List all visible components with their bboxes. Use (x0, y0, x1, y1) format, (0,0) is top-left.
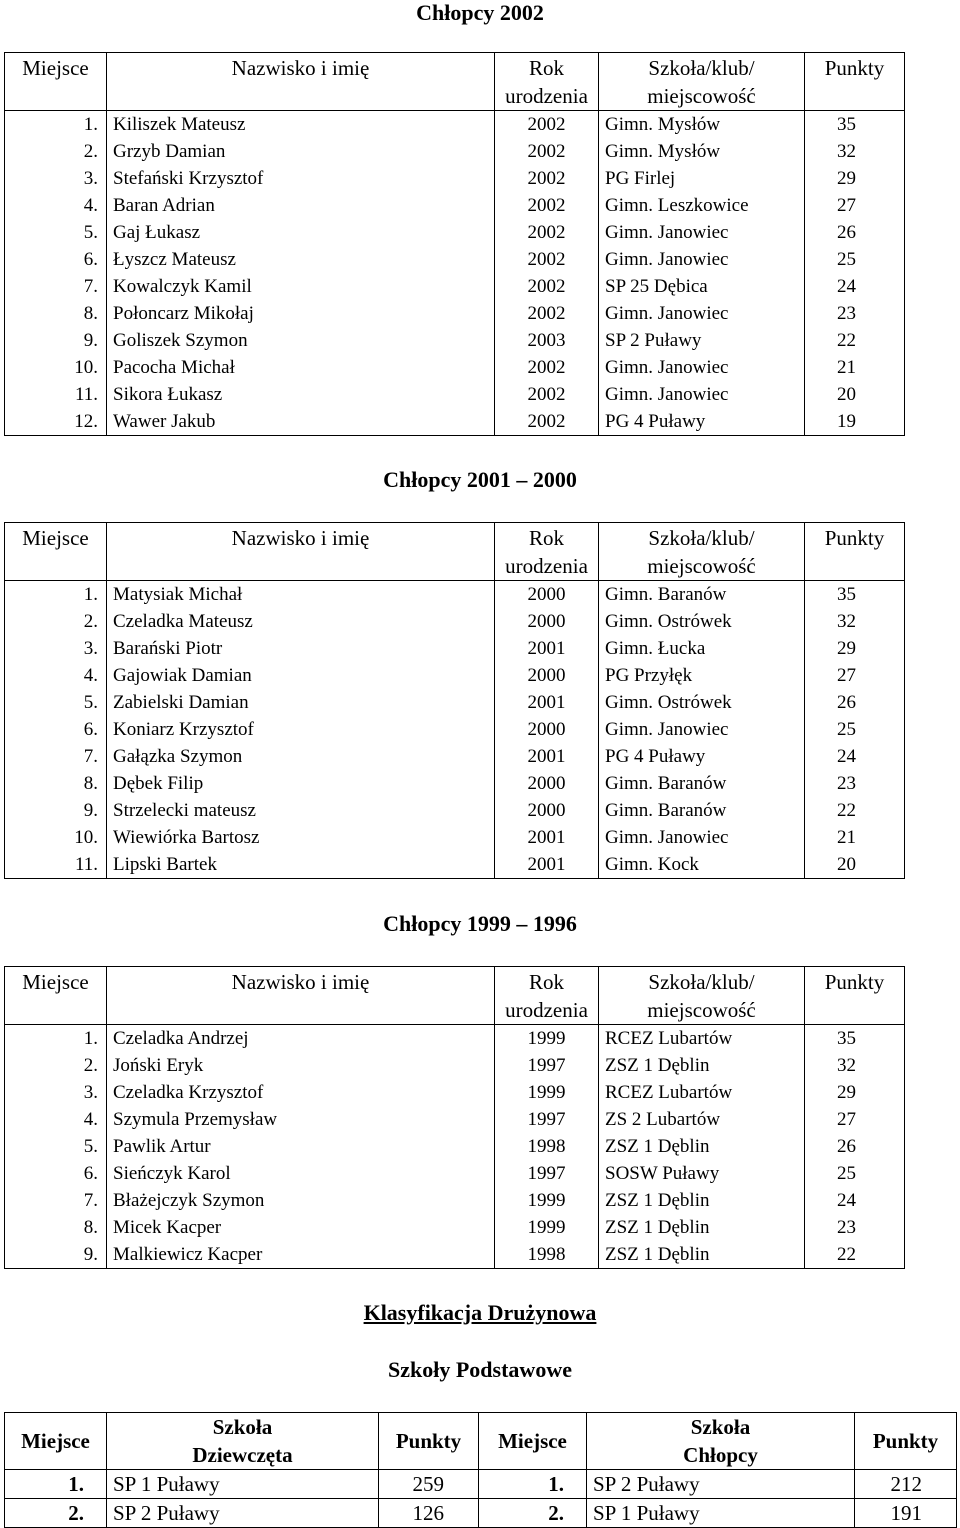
results-table-1999-1996 (4, 966, 905, 1269)
points-cell: 27 (805, 1106, 905, 1133)
year-cell: 2000 (495, 797, 599, 824)
school-cell: ZSZ 1 Dęblin (599, 1214, 805, 1241)
header-school-line2: miejscowość (647, 554, 756, 578)
school-cell: RCEZ Lubartów (599, 1079, 805, 1106)
team-header-group-boys: Chłopcy (683, 1443, 758, 1467)
school-cell: Gimn. Leszkowice (599, 192, 805, 219)
place-cell: 1. (5, 581, 107, 609)
school-cell: Gimn. Ostrówek (599, 608, 805, 635)
header-year-line2: urodzenia (505, 998, 588, 1022)
team-school-right: SP 1 Puławy (587, 1499, 855, 1528)
header-points: Punkty (805, 53, 905, 111)
place-cell: 9. (5, 797, 107, 824)
section-title-2002: Chłopcy 2002 (416, 0, 544, 25)
points-cell: 25 (805, 246, 905, 273)
header-points: Punkty (805, 967, 905, 1025)
team-row (5, 1470, 957, 1499)
name-cell: Połoncarz Mikołaj (107, 300, 495, 327)
name-cell: Baran Adrian (107, 192, 495, 219)
table-row (5, 689, 905, 716)
year-cell: 2000 (495, 770, 599, 797)
table-row (5, 219, 905, 246)
year-cell: 2002 (495, 165, 599, 192)
table-row (5, 851, 905, 879)
school-cell: Gimn. Janowiec (599, 219, 805, 246)
points-cell: 35 (805, 581, 905, 609)
year-cell: 2002 (495, 219, 599, 246)
table-row (5, 1160, 905, 1187)
place-cell: 6. (5, 716, 107, 743)
place-cell: 3. (5, 165, 107, 192)
name-cell: Grzyb Damian (107, 138, 495, 165)
name-cell: Matysiak Michał (107, 581, 495, 609)
points-cell: 26 (805, 1133, 905, 1160)
name-cell: Łyszcz Mateusz (107, 246, 495, 273)
points-cell: 23 (805, 1214, 905, 1241)
name-cell: Joński Eryk (107, 1052, 495, 1079)
school-cell: Gimn. Janowiec (599, 246, 805, 273)
year-cell: 2000 (495, 608, 599, 635)
name-cell: Dębek Filip (107, 770, 495, 797)
table-row (5, 797, 905, 824)
name-cell: Stefański Krzysztof (107, 165, 495, 192)
points-cell: 32 (805, 138, 905, 165)
place-cell: 2. (5, 1052, 107, 1079)
points-cell: 23 (805, 770, 905, 797)
place-cell: 7. (5, 1187, 107, 1214)
table-row (5, 770, 905, 797)
team-classification-subtitle: Szkoły Podstawowe (388, 1357, 572, 1382)
year-cell: 2002 (495, 111, 599, 139)
team-place-right: 1. (479, 1470, 587, 1499)
place-cell: 3. (5, 1079, 107, 1106)
place-cell: 10. (5, 824, 107, 851)
team-row (5, 1499, 957, 1528)
points-cell: 27 (805, 662, 905, 689)
name-cell: Wawer Jakub (107, 408, 495, 436)
year-cell: 1999 (495, 1079, 599, 1106)
name-cell: Lipski Bartek (107, 851, 495, 879)
header-school-line1: Szkoła/klub/ (648, 970, 755, 994)
name-cell: Gaj Łukasz (107, 219, 495, 246)
header-year (495, 967, 599, 1025)
place-cell: 1. (5, 111, 107, 139)
school-cell: Gimn. Mysłów (599, 138, 805, 165)
header-school (599, 523, 805, 581)
year-cell: 2001 (495, 635, 599, 662)
school-cell: RCEZ Lubartów (599, 1025, 805, 1053)
header-school (599, 53, 805, 111)
table-row (5, 635, 905, 662)
year-cell: 1999 (495, 1187, 599, 1214)
table-row (5, 408, 905, 436)
table-row (5, 381, 905, 408)
points-cell: 22 (805, 327, 905, 354)
points-cell: 24 (805, 1187, 905, 1214)
year-cell: 2001 (495, 743, 599, 770)
header-school-line1: Szkoła/klub/ (648, 526, 755, 550)
header-year-line1: Rok (528, 56, 564, 80)
table-row (5, 273, 905, 300)
points-cell: 20 (805, 851, 905, 879)
header-name: Nazwisko i imię (107, 523, 495, 581)
place-cell: 5. (5, 689, 107, 716)
school-cell: PG 4 Puławy (599, 743, 805, 770)
school-cell: SOSW Puławy (599, 1160, 805, 1187)
table-row (5, 1106, 905, 1133)
school-cell: ZSZ 1 Dęblin (599, 1241, 805, 1269)
place-cell: 8. (5, 1214, 107, 1241)
place-cell: 12. (5, 408, 107, 436)
table-row (5, 1133, 905, 1160)
school-cell: Gimn. Baranów (599, 797, 805, 824)
points-cell: 26 (805, 219, 905, 246)
name-cell: Zabielski Damian (107, 689, 495, 716)
team-school-left: SP 2 Puławy (107, 1499, 379, 1528)
points-cell: 26 (805, 689, 905, 716)
team-header-school-left-label: Szkoła (212, 1415, 273, 1439)
table-row (5, 165, 905, 192)
school-cell: Gimn. Janowiec (599, 381, 805, 408)
table-row (5, 138, 905, 165)
table-row (5, 1214, 905, 1241)
year-cell: 2002 (495, 192, 599, 219)
points-cell: 27 (805, 192, 905, 219)
team-points-left: 126 (379, 1499, 479, 1528)
table-row (5, 1241, 905, 1269)
name-cell: Szymula Przemysław (107, 1106, 495, 1133)
header-school-line1: Szkoła/klub/ (648, 56, 755, 80)
place-cell: 8. (5, 770, 107, 797)
name-cell: Pawlik Artur (107, 1133, 495, 1160)
team-table (4, 1412, 957, 1528)
place-cell: 1. (5, 1025, 107, 1053)
results-table-2002 (4, 52, 905, 436)
header-place: Miejsce (5, 967, 107, 1025)
school-cell: SP 2 Puławy (599, 327, 805, 354)
year-cell: 2002 (495, 381, 599, 408)
school-cell: PG 4 Puławy (599, 408, 805, 436)
year-cell: 2002 (495, 138, 599, 165)
name-cell: Koniarz Krzysztof (107, 716, 495, 743)
year-cell: 2003 (495, 327, 599, 354)
place-cell: 7. (5, 743, 107, 770)
team-place-left: 2. (5, 1499, 107, 1528)
section-title-2001-2000: Chłopcy 2001 – 2000 (383, 467, 577, 492)
school-cell: Gimn. Kock (599, 851, 805, 879)
place-cell: 4. (5, 192, 107, 219)
name-cell: Sikora Łukasz (107, 381, 495, 408)
place-cell: 2. (5, 138, 107, 165)
table-row (5, 111, 905, 139)
year-cell: 1997 (495, 1052, 599, 1079)
header-year (495, 53, 599, 111)
team-points-right: 191 (855, 1499, 957, 1528)
points-cell: 23 (805, 300, 905, 327)
school-cell: PG Przyłęk (599, 662, 805, 689)
place-cell: 7. (5, 273, 107, 300)
points-cell: 20 (805, 381, 905, 408)
name-cell: Gajowiak Damian (107, 662, 495, 689)
points-cell: 22 (805, 797, 905, 824)
points-cell: 24 (805, 743, 905, 770)
header-name: Nazwisko i imię (107, 967, 495, 1025)
year-cell: 1997 (495, 1106, 599, 1133)
section-title-1999-1996: Chłopcy 1999 – 1996 (383, 911, 577, 936)
header-place: Miejsce (5, 53, 107, 111)
place-cell: 10. (5, 354, 107, 381)
school-cell: Gimn. Janowiec (599, 354, 805, 381)
name-cell: Malkiewicz Kacper (107, 1241, 495, 1269)
team-header-points-right: Punkty (855, 1413, 957, 1470)
year-cell: 1999 (495, 1025, 599, 1053)
year-cell: 2002 (495, 300, 599, 327)
header-school-line2: miejscowość (647, 84, 756, 108)
points-cell: 22 (805, 1241, 905, 1269)
year-cell: 2002 (495, 354, 599, 381)
place-cell: 2. (5, 608, 107, 635)
table-row (5, 662, 905, 689)
name-cell: Kowalczyk Kamil (107, 273, 495, 300)
school-cell: SP 25 Dębica (599, 273, 805, 300)
school-cell: ZSZ 1 Dęblin (599, 1052, 805, 1079)
name-cell: Czeladka Andrzej (107, 1025, 495, 1053)
points-cell: 29 (805, 165, 905, 192)
name-cell: Czeladka Mateusz (107, 608, 495, 635)
name-cell: Kiliszek Mateusz (107, 111, 495, 139)
place-cell: 4. (5, 1106, 107, 1133)
points-cell: 21 (805, 824, 905, 851)
school-cell: Gimn. Mysłów (599, 111, 805, 139)
points-cell: 24 (805, 273, 905, 300)
table-row (5, 824, 905, 851)
table-row (5, 246, 905, 273)
name-cell: Sieńczyk Karol (107, 1160, 495, 1187)
table-row (5, 716, 905, 743)
team-school-left: SP 1 Puławy (107, 1470, 379, 1499)
team-header-school-left (107, 1413, 379, 1470)
table-row (5, 327, 905, 354)
school-cell: Gimn. Janowiec (599, 716, 805, 743)
school-cell: ZSZ 1 Dęblin (599, 1187, 805, 1214)
place-cell: 4. (5, 662, 107, 689)
header-points: Punkty (805, 523, 905, 581)
points-cell: 19 (805, 408, 905, 436)
name-cell: Błażejczyk Szymon (107, 1187, 495, 1214)
year-cell: 1998 (495, 1133, 599, 1160)
table-row (5, 354, 905, 381)
place-cell: 5. (5, 1133, 107, 1160)
team-points-left: 259 (379, 1470, 479, 1499)
place-cell: 9. (5, 327, 107, 354)
year-cell: 2000 (495, 716, 599, 743)
school-cell: Gimn. Baranów (599, 770, 805, 797)
name-cell: Micek Kacper (107, 1214, 495, 1241)
team-header-group-girls: Dziewczęta (192, 1443, 293, 1467)
name-cell: Barański Piotr (107, 635, 495, 662)
team-points-right: 212 (855, 1470, 957, 1499)
table-row (5, 1187, 905, 1214)
header-school (599, 967, 805, 1025)
header-school-line2: miejscowość (647, 998, 756, 1022)
points-cell: 25 (805, 716, 905, 743)
team-school-right: SP 2 Puławy (587, 1470, 855, 1499)
place-cell: 11. (5, 381, 107, 408)
name-cell: Pacocha Michał (107, 354, 495, 381)
points-cell: 35 (805, 1025, 905, 1053)
table-row (5, 743, 905, 770)
points-cell: 32 (805, 1052, 905, 1079)
header-year-line2: urodzenia (505, 84, 588, 108)
header-year (495, 523, 599, 581)
points-cell: 29 (805, 1079, 905, 1106)
points-cell: 35 (805, 111, 905, 139)
name-cell: Wiewiórka Bartosz (107, 824, 495, 851)
team-header-place-left: Miejsce (5, 1413, 107, 1470)
team-header-school-right (587, 1413, 855, 1470)
school-cell: ZSZ 1 Dęblin (599, 1133, 805, 1160)
school-cell: Gimn. Janowiec (599, 300, 805, 327)
place-cell: 9. (5, 1241, 107, 1269)
points-cell: 25 (805, 1160, 905, 1187)
points-cell: 32 (805, 608, 905, 635)
year-cell: 2002 (495, 246, 599, 273)
name-cell: Czeladka Krzysztof (107, 1079, 495, 1106)
team-header-place-right: Miejsce (479, 1413, 587, 1470)
header-year-line2: urodzenia (505, 554, 588, 578)
name-cell: Gałązka Szymon (107, 743, 495, 770)
header-year-line1: Rok (528, 526, 564, 550)
table-row (5, 581, 905, 609)
place-cell: 6. (5, 246, 107, 273)
school-cell: ZS 2 Lubartów (599, 1106, 805, 1133)
year-cell: 2001 (495, 824, 599, 851)
name-cell: Strzelecki mateusz (107, 797, 495, 824)
points-cell: 21 (805, 354, 905, 381)
year-cell: 2002 (495, 408, 599, 436)
header-year-line1: Rok (528, 970, 564, 994)
year-cell: 1997 (495, 1160, 599, 1187)
team-classification-title: Klasyfikacja Drużynowa (363, 1300, 597, 1325)
school-cell: PG Firlej (599, 165, 805, 192)
year-cell: 2002 (495, 273, 599, 300)
year-cell: 2001 (495, 689, 599, 716)
table-row (5, 1079, 905, 1106)
place-cell: 6. (5, 1160, 107, 1187)
header-place: Miejsce (5, 523, 107, 581)
school-cell: Gimn. Baranów (599, 581, 805, 609)
place-cell: 5. (5, 219, 107, 246)
year-cell: 1998 (495, 1241, 599, 1269)
year-cell: 2000 (495, 581, 599, 609)
points-cell: 29 (805, 635, 905, 662)
name-cell: Goliszek Szymon (107, 327, 495, 354)
place-cell: 3. (5, 635, 107, 662)
table-row (5, 1052, 905, 1079)
team-place-right: 2. (479, 1499, 587, 1528)
table-row (5, 1025, 905, 1053)
place-cell: 8. (5, 300, 107, 327)
place-cell: 11. (5, 851, 107, 879)
year-cell: 2000 (495, 662, 599, 689)
table-row (5, 300, 905, 327)
team-header-points-left: Punkty (379, 1413, 479, 1470)
team-place-left: 1. (5, 1470, 107, 1499)
team-header-school-right-label: Szkoła (690, 1415, 751, 1439)
school-cell: Gimn. Janowiec (599, 824, 805, 851)
table-row (5, 608, 905, 635)
table-row (5, 192, 905, 219)
year-cell: 2001 (495, 851, 599, 879)
header-name: Nazwisko i imię (107, 53, 495, 111)
school-cell: Gimn. Ostrówek (599, 689, 805, 716)
year-cell: 1999 (495, 1214, 599, 1241)
school-cell: Gimn. Łucka (599, 635, 805, 662)
results-table-2001-2000 (4, 522, 905, 879)
